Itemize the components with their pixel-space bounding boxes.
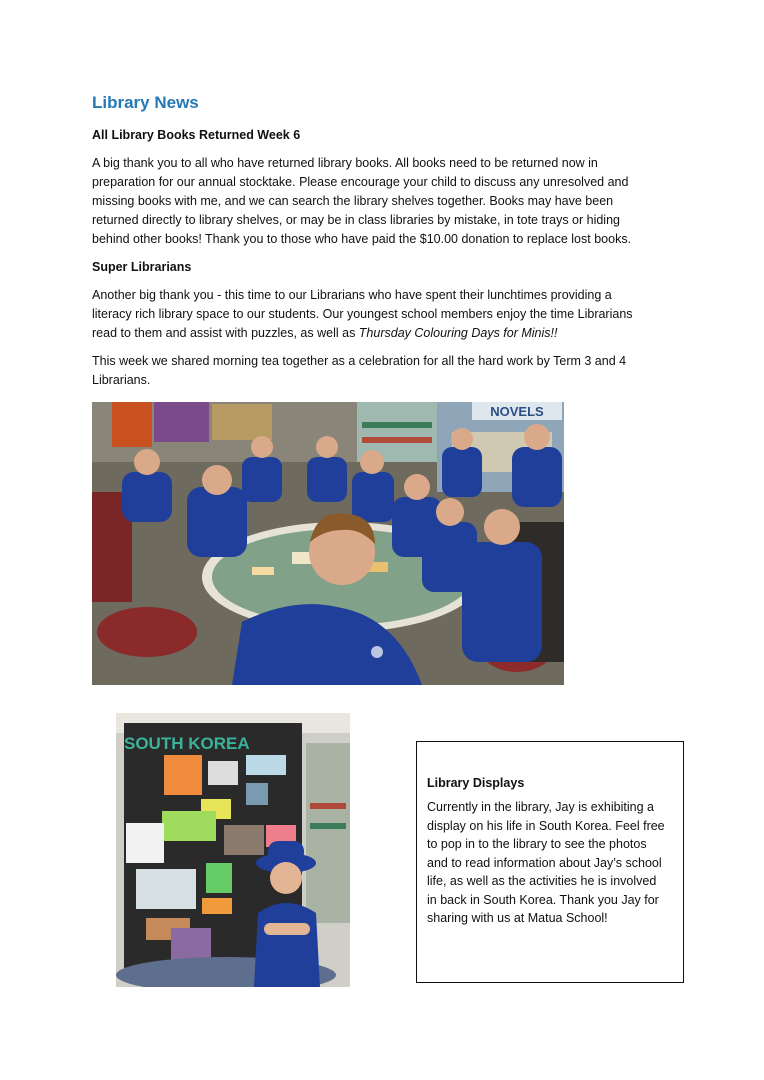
super-librarians-paragraph (92, 286, 692, 343)
displays-line-4: and to read information about Jay’s school (427, 855, 662, 870)
displays-line-2: display on his life in South Korea. Feel free (427, 818, 665, 833)
colouring-days-text: Thursday Colouring Days for Minis!! (358, 326, 558, 340)
returns-line-1: A big thank you to all who have returned library books. All books need to be returned now in (92, 156, 598, 170)
south-korea-banner: SOUTH KOREA (124, 734, 250, 753)
displays-line-5: life, as well as the activities he is involved (427, 874, 657, 888)
library-displays-heading: Library Displays (427, 776, 525, 790)
library-displays-paragraph (427, 798, 673, 928)
library-displays-box (416, 741, 684, 983)
returns-line-5: behind other books! Thank you to those who have paid the $10.00 donation to replace lost books. (92, 232, 632, 246)
morning-tea-paragraph (92, 352, 692, 390)
super-line-3-text: read to them and assist with puzzles, as well as (92, 326, 359, 340)
displays-line-6: in back in South Korea. Thank you Jay for (427, 892, 659, 907)
south-korea-display-photo (116, 713, 350, 987)
morning-tea-photo (92, 402, 564, 685)
super-line-1: Another big thank you - this time to our Librarians who have spent their lunchtimes providing a (92, 288, 612, 302)
returns-heading: All Library Books Returned Week 6 (92, 128, 301, 142)
returns-line-4: returned directly to library shelves, or may be in class libraries by mistake, in tote trays or hiding (92, 213, 620, 227)
returns-line-2: preparation for our annual stocktake. Please encourage your child to discuss any unresolved and (92, 175, 629, 189)
displays-line-3: to pop in to the library to see the photos (427, 837, 647, 851)
returns-paragraph (92, 154, 692, 249)
super-librarians-heading: Super Librarians (92, 260, 192, 274)
morning-tea-line-1: This week we shared morning tea together as a celebration for all the hard work by Term 3 and 4 (92, 354, 627, 368)
super-line-2: literacy rich library space to our students. Our youngest school members enjoy the time Librarians (92, 307, 633, 321)
morning-tea-line-2: Librarians. (92, 373, 151, 387)
returns-line-3: missing books with me, and we can search the library shelves together. Books may have been (92, 194, 614, 208)
displays-line-7: sharing with us at Matua School! (427, 911, 608, 925)
page-title: Library News (92, 93, 199, 112)
super-line-3 (92, 324, 692, 343)
displays-line-1: Currently in the library, Jay is exhibiting a (427, 800, 654, 814)
novels-sign: NOVELS (490, 404, 544, 419)
